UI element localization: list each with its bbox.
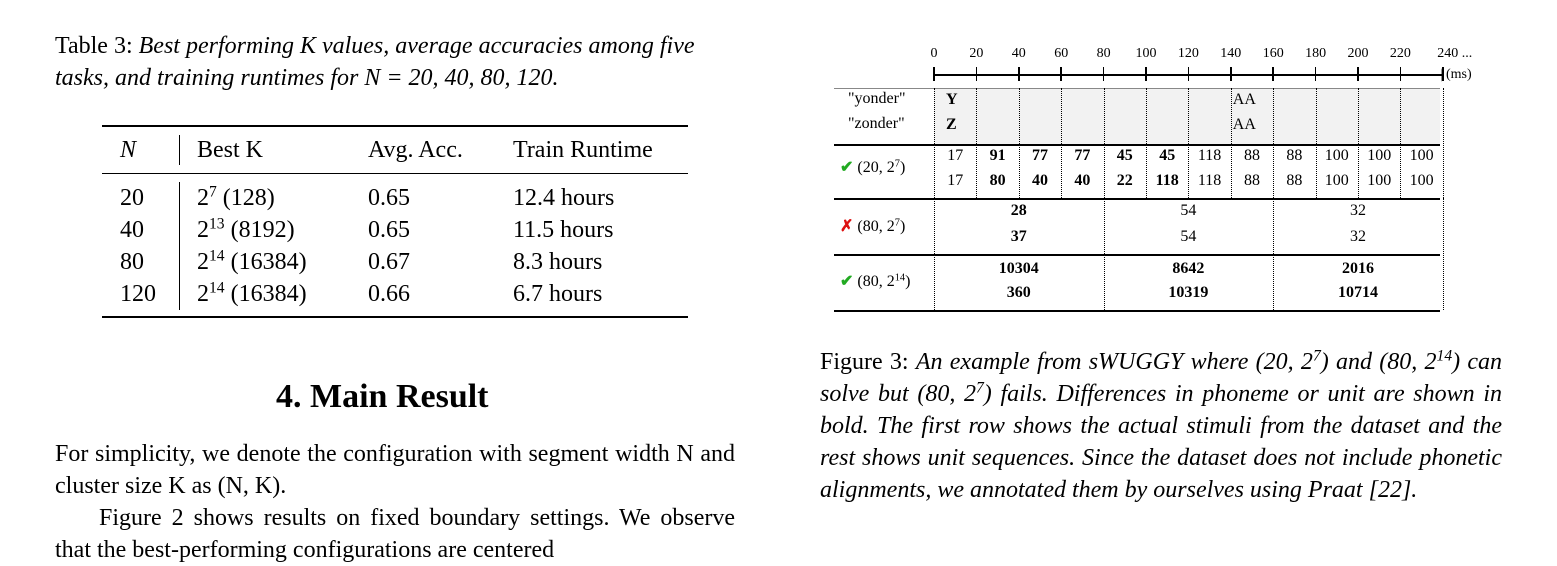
dotted-divider — [1316, 88, 1317, 198]
column-divider — [179, 246, 180, 278]
axis-tick-label: 60 — [1054, 46, 1069, 61]
paragraph-2: Figure 2 shows results on fixed boundary settings. We observe that the best-performing configurations are centered — [55, 505, 735, 563]
axis-tick — [1315, 67, 1317, 81]
unit-value: 40 — [1074, 172, 1091, 189]
axis-tick-label: 160 — [1262, 46, 1284, 61]
unit-value: 100 — [1367, 147, 1392, 164]
column-divider — [179, 135, 180, 165]
column-divider — [179, 214, 180, 246]
phoneme: Y — [946, 91, 958, 108]
cell-n: 80 — [120, 249, 144, 275]
table-header-row — [102, 127, 688, 174]
axis-tick-label: 200 — [1347, 46, 1369, 61]
table-row — [102, 182, 688, 214]
cell-best-k: $2^7$ (128) — [197, 183, 275, 211]
unit-value: 40 — [1032, 172, 1048, 189]
caption-exponent: 7 — [1312, 347, 1321, 365]
unit-value: 88 — [1244, 172, 1260, 189]
unit-value: 32 — [1350, 228, 1366, 245]
unit-value: 22 — [1116, 172, 1133, 189]
dotted-divider — [1104, 88, 1105, 198]
header-best-k: Best K — [197, 137, 263, 163]
cell-runtime: 12.4 hours — [513, 185, 615, 211]
axis-tick-label: 80 — [1096, 46, 1111, 61]
dotted-divider — [1104, 198, 1105, 310]
unit-value: 45 — [1116, 147, 1133, 164]
unit-value: 10319 — [1168, 284, 1209, 301]
dotted-divider — [934, 198, 935, 310]
unit-value: 88 — [1286, 147, 1303, 164]
unit-value: 100 — [1324, 147, 1349, 164]
axis-tick — [1103, 67, 1105, 81]
unit-value: 118 — [1155, 172, 1179, 189]
unit-value: 37 — [1010, 228, 1027, 245]
axis-tick — [1357, 67, 1359, 81]
cell-best-k: $2^{14}$ (16384) — [197, 279, 307, 307]
phoneme: AA — [1232, 116, 1256, 133]
axis-tick-label: 180 — [1305, 46, 1327, 61]
column-divider — [179, 278, 180, 310]
cell-avg-acc: 0.65 — [368, 217, 410, 243]
axis-tick — [1018, 67, 1020, 81]
results-table — [102, 125, 688, 318]
dotted-divider — [1146, 88, 1147, 198]
k-exponent: 14 — [209, 279, 225, 297]
word-label-yonder: "yonder" — [848, 90, 906, 107]
cell-runtime: 11.5 hours — [513, 217, 614, 243]
unit-value: 100 — [1409, 172, 1434, 189]
dotted-divider — [1400, 88, 1401, 198]
unit-value: 54 — [1180, 228, 1197, 245]
axis-tick — [1272, 67, 1274, 81]
unit-value: 17 — [947, 172, 964, 189]
dotted-divider — [1188, 88, 1189, 198]
cell-best-k: $2^{14}$ (16384) — [197, 247, 307, 275]
exponent: 7 — [894, 217, 900, 229]
dotted-divider — [976, 88, 977, 198]
unit-value: 118 — [1197, 172, 1222, 189]
exponent: 14 — [894, 272, 906, 284]
unit-value: 360 — [1006, 284, 1031, 301]
cell-runtime: 6.7 hours — [513, 281, 603, 307]
band-border — [834, 254, 1440, 256]
caption-exponent: 7 — [975, 379, 984, 397]
figure-band — [834, 144, 1440, 198]
axis-tick-label: 0 — [930, 46, 938, 61]
cell-n: 20 — [120, 185, 144, 211]
axis-tick — [1400, 67, 1402, 81]
band-border — [834, 88, 1440, 89]
cell-n: 40 — [120, 217, 144, 243]
dotted-divider — [1443, 88, 1444, 198]
cell-avg-acc: 0.66 — [368, 281, 410, 307]
axis-tick — [1230, 67, 1232, 81]
dotted-divider — [1061, 88, 1062, 198]
figure-caption-text: An example from sWUGGY where (20, $2^7$) and (80, $2^{14}$) can solve but (80, $2^7$) fails. Differences in phoneme or unit are shown in bold. The first row shows the actual stimuli from the dataset and the rest shows unit sequences. Since the dataset does not include phonetic alignments, we annotated them by ourselves using Praat [22]. — [820, 347, 1503, 503]
band-border — [834, 310, 1440, 312]
dotted-divider — [1358, 88, 1359, 198]
axis-tick-label: 100 — [1135, 46, 1157, 61]
unit-value: 88 — [1244, 147, 1260, 164]
header-avg-acc: Avg. Acc. — [368, 137, 463, 163]
config-label: ✗ (80, $2^7$) — [840, 217, 906, 235]
unit-value: 100 — [1409, 147, 1434, 164]
check-icon: ✔ — [840, 273, 854, 290]
axis-tick-label: 140 — [1220, 46, 1242, 61]
cell-avg-acc: 0.65 — [368, 185, 410, 211]
phoneme: Z — [946, 116, 957, 133]
exponent: 7 — [894, 158, 900, 170]
unit-value: 88 — [1286, 172, 1303, 189]
table-row — [102, 246, 688, 278]
axis-tick — [976, 67, 978, 81]
unit-value: 100 — [1324, 172, 1349, 189]
column-divider — [179, 182, 180, 214]
axis-arrow — [1442, 68, 1444, 82]
table-row — [102, 278, 688, 310]
figure-3 — [834, 40, 1534, 320]
dotted-divider — [934, 88, 935, 198]
table-row — [102, 214, 688, 246]
section-heading: 4. Main Result — [276, 378, 489, 415]
config-label: ✔ (80, $2^{14}$) — [840, 272, 911, 290]
axis-tick — [1145, 67, 1147, 81]
axis-tick — [933, 67, 935, 81]
dotted-divider — [1273, 88, 1274, 198]
unit-value: 17 — [947, 147, 964, 164]
dotted-divider — [1019, 88, 1020, 198]
figure-band — [934, 88, 1440, 144]
axis-tick — [1060, 67, 1062, 81]
unit-value: 32 — [1350, 202, 1366, 219]
unit-value: 10714 — [1338, 284, 1378, 301]
figure-caption — [820, 346, 1502, 506]
unit-value: 118 — [1197, 147, 1222, 164]
axis-tick-label: 220 — [1389, 46, 1411, 61]
unit-value: 80 — [989, 172, 1006, 189]
cross-icon: ✗ — [840, 218, 854, 235]
cell-avg-acc: 0.67 — [368, 249, 410, 275]
dotted-divider — [1231, 88, 1232, 198]
band-border — [834, 198, 1440, 200]
axis-tick-label: 20 — [969, 46, 984, 61]
header-runtime: Train Runtime — [513, 137, 653, 163]
unit-value: 77 — [1074, 147, 1091, 164]
table-caption-text: Best performing K values, average accuracies among five tasks, and training runtimes for N = 20, 40, 80, 120. — [55, 33, 695, 91]
dotted-divider — [1443, 198, 1444, 310]
table-caption — [55, 30, 745, 94]
cell-n: 120 — [120, 281, 156, 307]
k-exponent: 14 — [209, 247, 225, 265]
unit-value: 28 — [1010, 202, 1027, 219]
dotted-divider — [1273, 198, 1274, 310]
header-n: N — [120, 137, 137, 163]
axis-tick-label: 40 — [1011, 46, 1026, 61]
axis-tick — [1188, 67, 1190, 81]
unit-value: 100 — [1367, 172, 1392, 189]
phoneme: AA — [1232, 91, 1256, 108]
paragraph-1: For simplicity, we denote the configuration with segment width N and cluster size K as (N, K). — [55, 441, 735, 499]
axis-unit: (ms) — [1446, 67, 1472, 82]
caption-exponent: 14 — [1436, 347, 1453, 365]
unit-value: 91 — [989, 147, 1006, 164]
unit-value: 8642 — [1172, 260, 1205, 277]
band-border — [834, 144, 1440, 146]
figure-caption-label: Figure 3: — [820, 349, 909, 375]
k-exponent: 7 — [209, 183, 217, 201]
axis-tick-label: 240 ... — [1437, 46, 1473, 61]
config-label: ✔ (20, $2^7$) — [840, 158, 906, 176]
axis-tick-label: 120 — [1177, 46, 1199, 61]
unit-value: 77 — [1032, 147, 1048, 164]
check-icon: ✔ — [840, 159, 854, 176]
table-caption-label: Table 3: — [55, 33, 133, 59]
unit-value: 45 — [1159, 147, 1176, 164]
unit-value: 2016 — [1342, 260, 1374, 277]
unit-value: 54 — [1180, 202, 1197, 219]
cell-runtime: 8.3 hours — [513, 249, 603, 275]
unit-value: 10304 — [998, 260, 1039, 277]
cell-best-k: $2^{13}$ (8192) — [197, 215, 295, 243]
word-label-zonder: "zonder" — [848, 115, 905, 132]
k-exponent: 13 — [209, 215, 225, 233]
